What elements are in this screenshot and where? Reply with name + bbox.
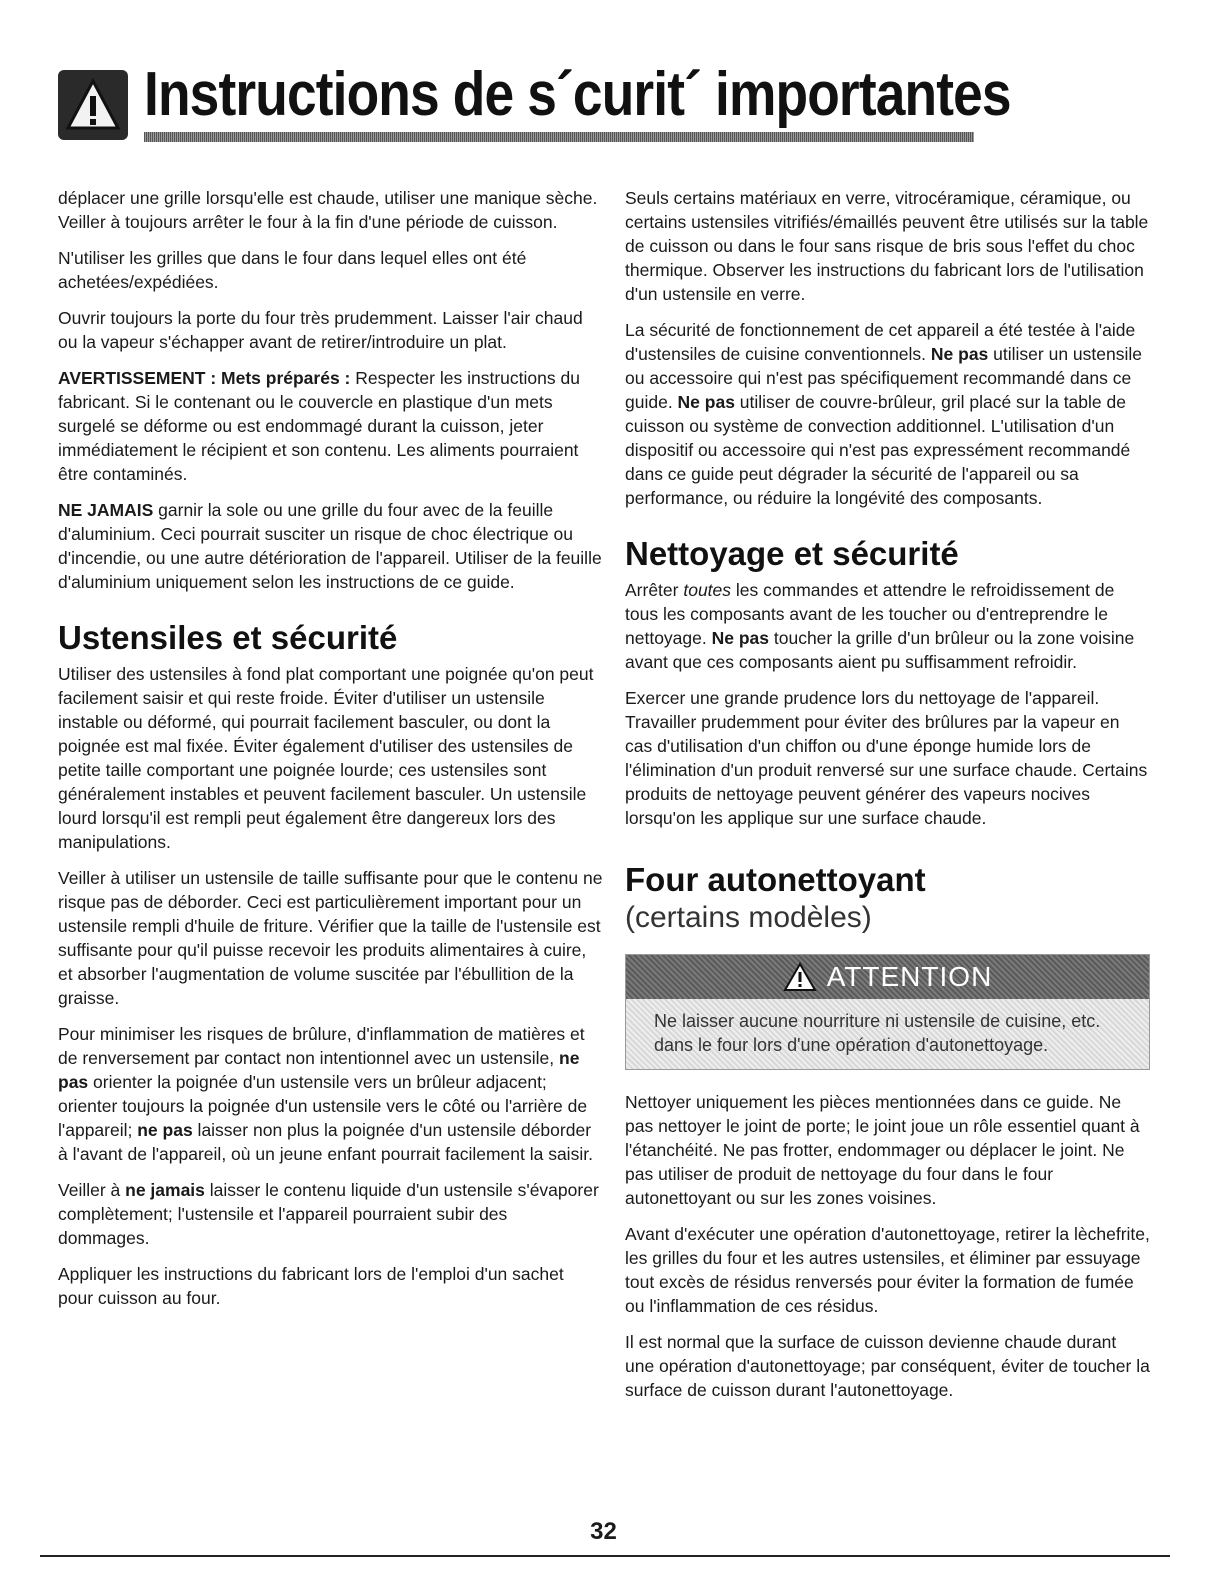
paragraph: Seuls certains matériaux en verre, vitrocéramique, céramique, ou certains ustensiles vitrifiés/émaillés peuvent être utilisés sur la table de cuisson ou dans le four sans risque de bris sous l'effet du choc thermique. Observer les instructions du fabricant lors de l'utilisation d'un ustensile en verre. xyxy=(625,188,1149,304)
paragraph: La sécurité de fonctionnement de cet appareil a été testée à l'aide d'ustensiles de cuisine conventionnels. Ne pas utiliser un ustensile ou accessoire qui n'est pas spécifiquement recommandé dans ce guide. Ne pas utiliser de couvre-brûleur, gril placé sur la table de cuisson ou système de convection additionnel. L'utilisation d'un dispositif ou accessoire qui n'est pas expressément recommandé dans ce guide peut dégrader la sécurité de l'appareil ou sa performance, ou réduire la longévité des composants. xyxy=(625,320,1142,508)
section-heading-utensils: Ustensiles et sécurité xyxy=(58,619,398,656)
emphasis-italic: toutes xyxy=(683,580,732,600)
paragraph: N'utiliser les grilles que dans le four dans lequel elles ont été achetées/expédiées. xyxy=(58,248,527,292)
paragraph: déplacer une grille lorsqu'elle est chaude, utiliser une manique sèche. Veiller à toujours arrêter le four à la fin d'une période de cuisson. xyxy=(58,188,598,232)
warning-triangle-icon xyxy=(58,70,128,140)
emphasis: NE JAMAIS xyxy=(58,500,154,520)
paragraph: Exercer une grande prudence lors du nettoyage de l'appareil. Travailler prudemment pour éviter des brûlures par la vapeur en cas d'utilisation d'un chiffon ou d'une éponge humide lors de l'élimination d'un produit renversé sur une surface chaude. Certains produits de nettoyage peuvent générer des vapeurs nocives lorsqu'on les applique sur une surface chaude. xyxy=(625,688,1148,828)
paragraph: Avant d'exécuter une opération d'autonettoyage, retirer la lèchefrite, les grilles du four et les autres ustensiles, et éliminer par essuyage tout excès de résidus renversés pour éviter la formation de fumée ou l'inflammation de ces résidus. xyxy=(625,1224,1150,1316)
paragraph: Veiller à utiliser un ustensile de taille suffisante pour que le contenu ne risque pas de déborder. Ceci est particulièrement important pour un ustensile rempli d'huile de friture. Vérifier que la taille de l'ustensile est suffisante pour qu'il puisse recevoir les produits alimentaires à cuire, et absorber l'augmentation de volume suscitée par l'ébullition de la graisse. xyxy=(58,868,603,1008)
paragraph: Nettoyer uniquement les pièces mentionnées dans ce guide. Ne pas nettoyer le joint de porte; le joint joue un rôle essentiel quant à l'étanchéité. Ne pas frotter, endommager ou déplacer le joint. Ne pas utiliser de produit de nettoyage du four dans le four autonettoyant ou sur les zones voisines. xyxy=(625,1092,1140,1208)
attention-box xyxy=(625,954,1150,1070)
right-column xyxy=(625,186,1150,1414)
attention-text: Ne laisser aucune nourriture ni ustensile de cuisine, etc. dans le four lors d'une opération d'autonettoyage. xyxy=(654,1011,1101,1055)
paragraph-never: NE JAMAIS garnir la sole ou une grille du four avec de la feuille d'aluminium. Ceci pourrait susciter un risque de choc électrique ou d'incendie, ou une autre détérioration de l'appareil. Utiliser de la feuille d'aluminium uniquement selon les instructions de ce guide. xyxy=(58,500,602,592)
paragraph: Ouvrir toujours la porte du four très prudemment. Laisser l'air chaud ou la vapeur s'échapper avant de retirer/introduire un plat. xyxy=(58,308,583,352)
section-subheading: (certains modèles) xyxy=(625,901,872,934)
page-number: 32 xyxy=(590,1518,617,1545)
emphasis: ne pas xyxy=(137,1120,193,1140)
title-underline xyxy=(144,132,974,142)
bottom-divider xyxy=(40,1555,1170,1557)
attention-header xyxy=(626,955,1149,999)
emphasis: Ne pas xyxy=(930,344,989,364)
emphasis: ne pas xyxy=(58,1048,580,1092)
paragraph: Il est normal que la surface de cuisson devienne chaude durant une opération d'autonettoyage; par conséquent, éviter de toucher la surface de cuisson durant l'autonettoyage. xyxy=(625,1332,1150,1400)
page-header xyxy=(58,58,1011,148)
section-heading-cleaning: Nettoyage et sécurité xyxy=(625,535,959,572)
emphasis: Ne pas xyxy=(677,392,735,412)
paragraph: Appliquer les instructions du fabricant lors de l'emploi d'un sachet pour cuisson au four. xyxy=(58,1264,564,1308)
attention-title: ATTENTION xyxy=(826,961,993,992)
paragraph: Veiller à ne jamais laisser le contenu liquide d'un ustensile s'évaporer complètement; l'ustensile et l'appareil pourraient subir des dommages. xyxy=(58,1180,599,1248)
section-heading-self-clean: Four autonettoyant xyxy=(625,861,926,898)
emphasis: ne jamais xyxy=(125,1180,205,1200)
warning-triangle-icon xyxy=(783,962,817,992)
emphasis: Ne pas xyxy=(711,628,769,648)
page-title: Instructions de s´curit´ importantes xyxy=(144,60,1011,129)
warning-label: AVERTISSEMENT : Mets préparés : xyxy=(58,368,351,388)
left-column xyxy=(58,186,603,1322)
paragraph: Utiliser des ustensiles à fond plat comportant une poignée qu'on peut facilement saisir et qui reste froide. Éviter d'utiliser un ustensile instable ou déformé, qui pourrait facilement basculer, ou dont la poignée est mal fixée. Éviter également d'utiliser des ustensiles de petite taille comportant une poignée lourde; ces ustensiles sont généralement instables et peuvent facilement basculer. Un ustensile lourd lorsqu'il est rempli peut également être dangereux lors des manipulations. xyxy=(58,664,594,852)
paragraph-warning: AVERTISSEMENT : Mets préparés : Respecter les instructions du fabricant. Si le contenant ou le couvercle en plastique d'un mets surgelé se déforme ou est endommagé durant la cuisson, jeter immédiatement le récipient et son contenu. Les aliments pourraient être contaminés. xyxy=(58,368,580,484)
paragraph: Pour minimiser les risques de brûlure, d'inflammation de matières et de renversement par contact non intentionnel avec un ustensile, ne pas orienter la poignée d'un ustensile vers un brûleur adjacent; orienter toujours la poignée d'un ustensile vers le côté ou l'arrière de l'appareil; ne pas laisser non plus la poignée d'un ustensile déborder à l'avant de l'appareil, où un jeune enfant pourrait facilement la saisir. xyxy=(58,1024,593,1164)
paragraph: Arrêter toutes les commandes et attendre le refroidissement de tous les composants avant de les toucher ou d'entreprendre le nettoyage. Ne pas toucher la grille d'un brûleur ou la zone voisine avant que ces composants aient pu suffisamment refroidir. xyxy=(625,580,1135,672)
